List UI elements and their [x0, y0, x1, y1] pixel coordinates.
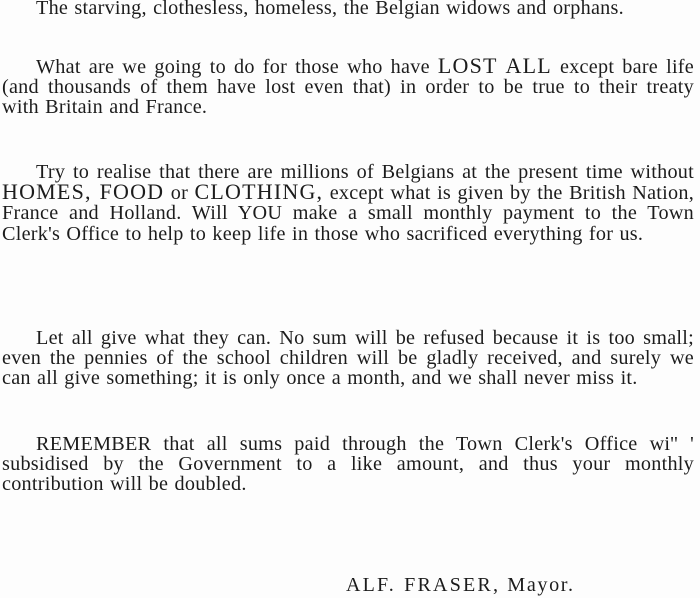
paragraph-lost-all [2, 53, 694, 119]
emphasis-lost-all: LOST ALL [437, 53, 552, 78]
paragraph-widows-orphans [2, 0, 694, 18]
paragraph-text: Let all give what they can. No sum will be refused because it is too small; even the pennies of the school children will be gladly received, and surely we can all give something; it is only once a month, and we shall never miss it. [2, 327, 694, 390]
signature-name: ALF. FRASER [346, 574, 493, 596]
paragraph-text: Try to realise that there are millions of Belgians at the present time without [36, 161, 694, 183]
emphasis-clothing: CLOTHING, [194, 179, 324, 205]
signature-separator: , [492, 574, 508, 596]
paragraph-homes-food-clothing [2, 162, 694, 244]
paragraph-text: What are we going to do for those who have [36, 56, 438, 78]
paragraph-let-all-give [2, 328, 694, 389]
emphasis-homes-food: HOMES, FOOD [2, 179, 165, 205]
paragraph-remember [2, 434, 694, 495]
paragraph-text: except bare life (and thousands of them have lost even that) in order to be true to their treaty with Britain and France. [2, 56, 694, 119]
paragraph-text: except what is given by the British Nation, France and Holland. Will YOU make a small monthly payment to the Town Clerk's Office to help to keep life in those who sacrificed everything for us. [2, 182, 694, 245]
paragraph-text: The starving, clothesless, homeless, the Belgian widows and orphans. [36, 0, 624, 19]
paragraph-text: REMEMBER that all sums paid through the Town Clerk's Office wi'' ' subsidised by the Government to a like amount, and thus your monthly contribution will be doubled. [2, 433, 694, 496]
signature-title: Mayor. [507, 574, 575, 596]
mayor-signature [346, 575, 575, 595]
paragraph-text: or [164, 182, 195, 205]
